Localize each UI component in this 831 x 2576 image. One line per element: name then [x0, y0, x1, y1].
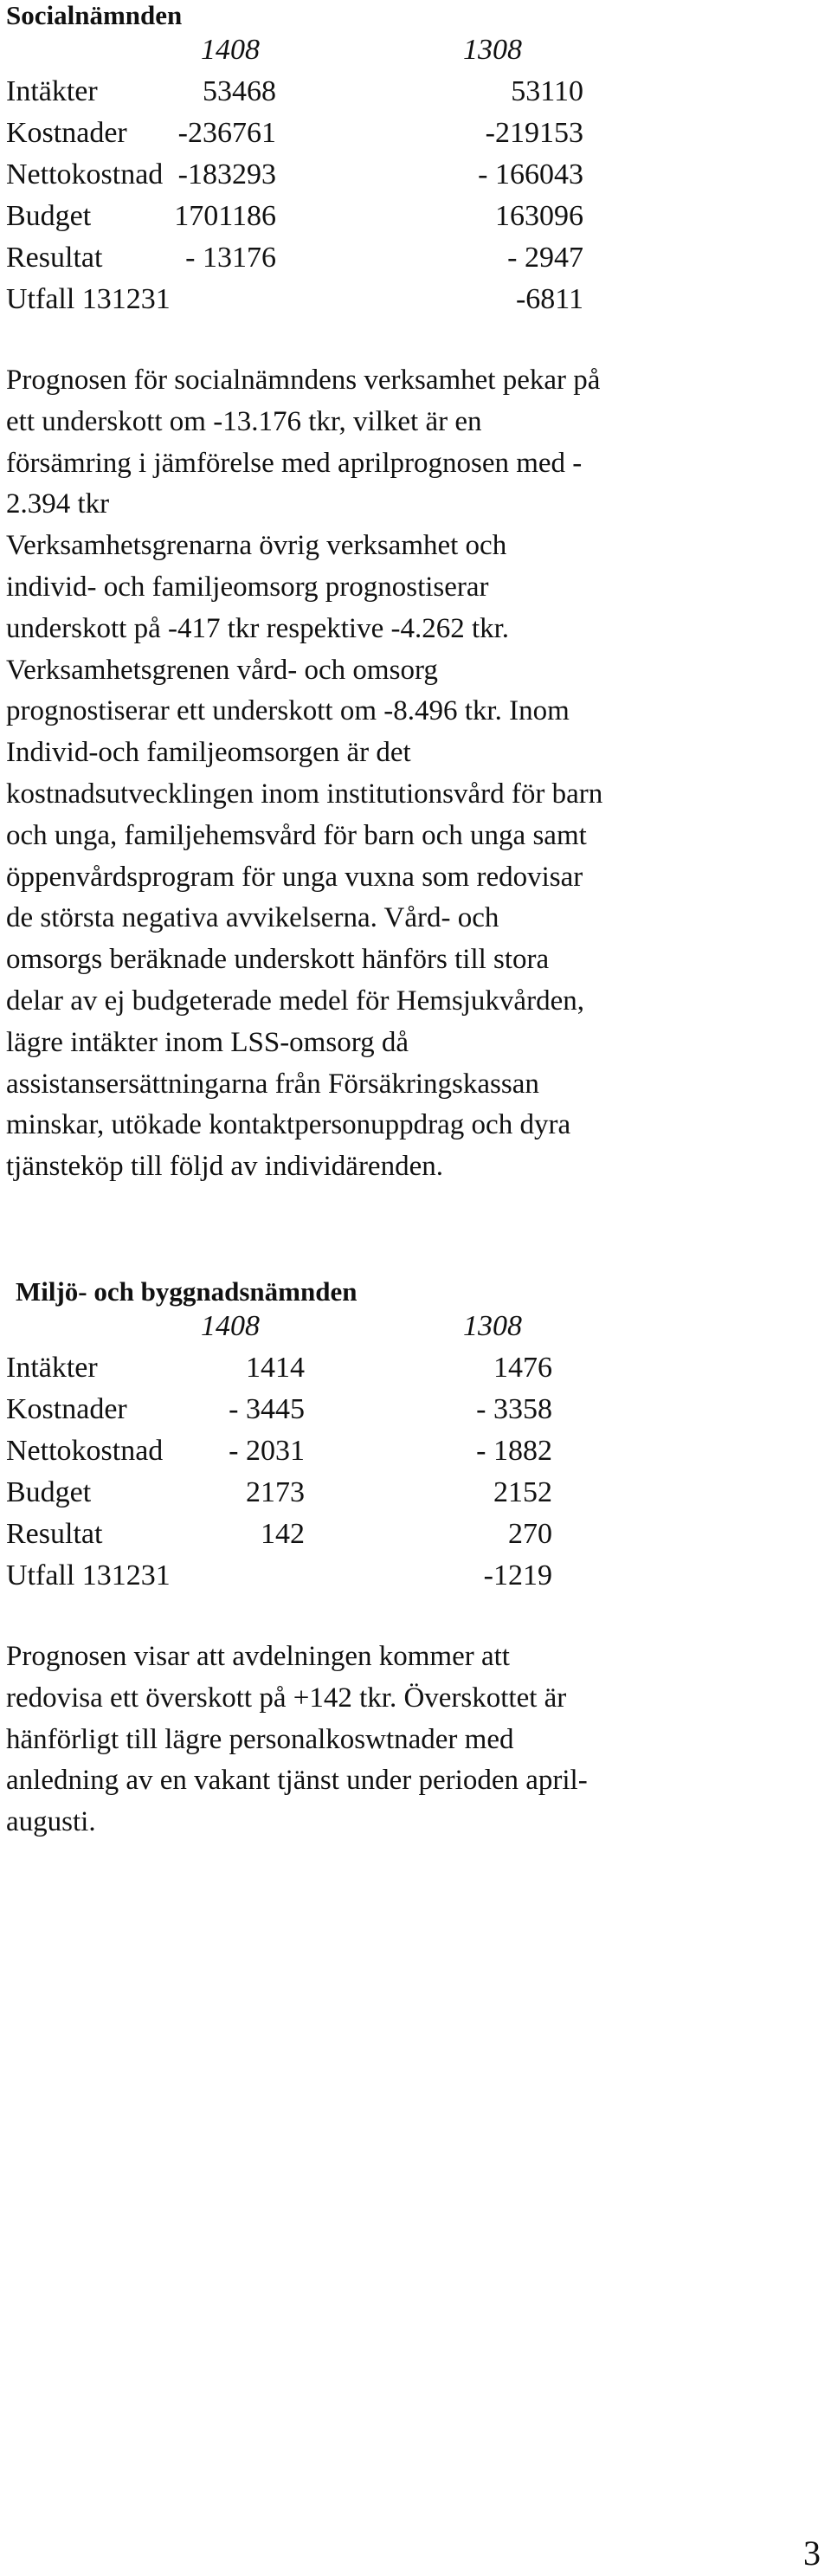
value-1408: - 13176 — [185, 242, 276, 274]
paragraph-line: redovisa ett överskott på +142 tkr. Överskottet är — [6, 1682, 567, 1714]
paragraph-line: försämring i jämförelse med aprilprognosen med - — [6, 447, 583, 479]
value-1308: - 1882 — [476, 1435, 552, 1467]
paragraph-line: tjänsteköp till följd av individärenden. — [6, 1151, 443, 1183]
table-row — [0, 237, 831, 279]
paragraph-line: hänförligt till lägre personalkoswtnader med — [6, 1723, 514, 1755]
column-header: 1308 — [463, 34, 522, 66]
value-1408: 53468 — [203, 75, 276, 107]
value-1408: 1701186 — [174, 200, 276, 232]
paragraph-line: Verksamhetsgrenen vård- och omsorg — [6, 654, 438, 686]
paragraph-line: delar av ej budgeterade medel för Hemsjukvården, — [6, 985, 584, 1017]
row-label: Resultat — [6, 242, 103, 274]
paragraph-line: augusti. — [6, 1806, 96, 1838]
row-label: Kostnader — [6, 1393, 127, 1425]
value-1308: 53110 — [511, 75, 583, 107]
value-1308: -6811 — [515, 283, 583, 315]
row-label: Nettokostnad — [6, 158, 164, 190]
section-heading: Miljö- och byggnadsnämnden — [16, 1276, 358, 1307]
paragraph-line: anledning av en vakant tjänst under perioden april- — [6, 1765, 588, 1797]
value-1408: -236761 — [177, 117, 276, 149]
value-1308: - 166043 — [478, 158, 583, 190]
paragraph-line: öppenvårdsprogram för unga vuxna som redovisar — [6, 861, 583, 893]
row-label: Utfall 131231 — [6, 283, 171, 315]
value-1408: 1414 — [246, 1352, 305, 1384]
paragraph-line: omsorgs beräknade underskott hänförs till stora — [6, 944, 550, 976]
table-row — [0, 1472, 831, 1514]
value-1308: - 2947 — [507, 242, 583, 274]
table-row — [0, 1389, 831, 1430]
paragraph-line: prognostiserar ett underskott om -8.496 tkr. Inom — [6, 695, 570, 727]
section-heading: Socialnämnden — [6, 0, 183, 30]
row-label: Budget — [6, 200, 92, 232]
paragraph-line: Verksamhetsgrenarna övrig verksamhet och — [6, 530, 507, 562]
paragraph-line: minskar, utökade kontaktpersonuppdrag och dyra — [6, 1109, 571, 1141]
section-paragraph — [6, 360, 602, 1188]
table-row — [0, 1347, 831, 1389]
column-header: 1408 — [201, 1310, 260, 1342]
row-label: Resultat — [6, 1518, 103, 1550]
paragraph-line: lägre intäkter inom LSS-omsorg då — [6, 1026, 409, 1058]
row-label: Kostnader — [6, 117, 127, 149]
paragraph-line: assistansersättningarna från Försäkringskassan — [6, 1068, 539, 1100]
table-row — [0, 71, 831, 113]
column-header: 1408 — [201, 34, 260, 66]
paragraph-line: ett underskott om -13.176 tkr, vilket är en — [6, 405, 482, 437]
table-header-row — [0, 29, 831, 71]
value-1308: 1476 — [493, 1352, 552, 1384]
paragraph-line: 2.394 tkr — [6, 488, 110, 520]
paragraph-line: underskott på -417 tkr respektive -4.262 tkr. — [6, 612, 510, 644]
table-row — [0, 1555, 831, 1597]
value-1308: 270 — [508, 1518, 552, 1550]
row-label: Intäkter — [6, 1352, 98, 1384]
value-1308: -219153 — [485, 117, 583, 149]
value-1308: -1219 — [483, 1559, 552, 1591]
paragraph-line: de största negativa avvikelserna. Vård- och — [6, 902, 499, 934]
row-label: Budget — [6, 1476, 92, 1508]
table-row — [0, 154, 831, 196]
value-1408: - 2031 — [229, 1435, 305, 1467]
table-header-row — [0, 1306, 831, 1347]
row-label: Utfall 131231 — [6, 1559, 171, 1591]
section-paragraph — [6, 1637, 588, 1843]
value-1408: 142 — [261, 1518, 305, 1550]
column-header: 1308 — [463, 1310, 522, 1342]
value-1408: 2173 — [246, 1476, 305, 1508]
value-1408: - 3445 — [229, 1393, 305, 1425]
table-row — [0, 113, 831, 154]
paragraph-line: individ- och familjeomsorg prognostiserar — [6, 571, 489, 603]
paragraph-line: kostnadsutvecklingen inom institutionsvård för barn — [6, 778, 603, 810]
value-1408: -183293 — [177, 158, 276, 190]
row-label: Nettokostnad — [6, 1435, 164, 1467]
paragraph-line: Prognosen visar att avdelningen kommer att — [6, 1641, 510, 1672]
paragraph-line: Individ-och familjeomsorgen är det — [6, 737, 411, 769]
page-number: 3 — [803, 2534, 821, 2573]
value-1308: 2152 — [493, 1476, 552, 1508]
table-row — [0, 1430, 831, 1472]
row-label: Intäkter — [6, 75, 98, 107]
paragraph-line: och unga, familjehemsvård för barn och unga samt — [6, 819, 587, 851]
table-row — [0, 279, 831, 320]
value-1308: - 3358 — [476, 1393, 552, 1425]
value-1308: 163096 — [495, 200, 583, 232]
table-row — [0, 196, 831, 237]
paragraph-line: Prognosen för socialnämndens verksamhet pekar på — [6, 365, 601, 396]
table-row — [0, 1514, 831, 1555]
